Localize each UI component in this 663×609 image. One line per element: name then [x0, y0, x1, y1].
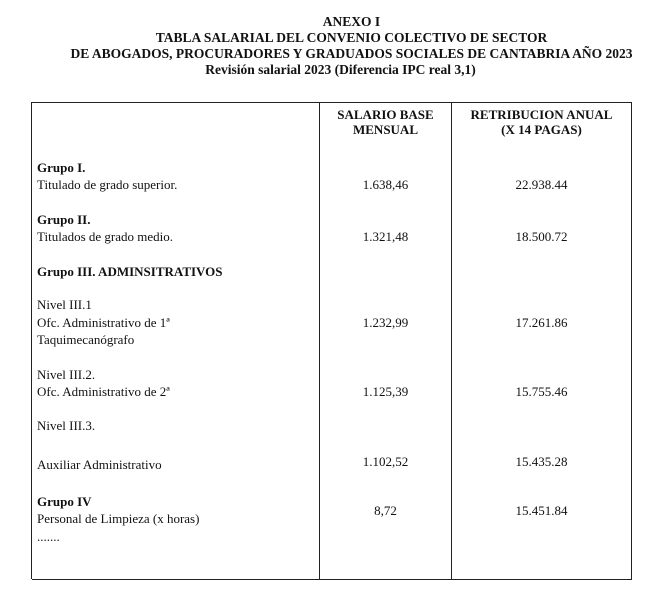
group-1-anual: 22.938.44 [515, 177, 568, 192]
group-2-description: Titulados de grado medio. [37, 229, 174, 244]
annex-title: ANEXO I [322, 14, 381, 29]
continuation-ellipsis: ....... [37, 529, 60, 544]
level-3-1-salario: 1.232,99 [362, 315, 409, 330]
table-bottom-border [32, 579, 632, 580]
table-title-line1: TABLA SALARIAL DEL CONVENIO COLECTIVO DE SECTOR [155, 30, 548, 45]
auxiliar-description: Auxiliar Administrativo [37, 457, 162, 472]
level-3-2-salario: 1.125,39 [362, 384, 409, 399]
level-3-2-description: Ofc. Administrativo de 2ª [37, 384, 170, 399]
group-4-salario: 8,72 [374, 503, 397, 518]
group-1-salario: 1.638,46 [362, 177, 409, 192]
level-3-3-title: Nivel III.3. [37, 418, 96, 433]
level-3-1-anual: 17.261.86 [515, 315, 568, 330]
group-1-title: Grupo I. [37, 160, 86, 175]
group-2-title: Grupo II. [37, 212, 91, 227]
column-header-retribucion: RETRIBUCION ANUAL (X 14 PAGAS) [470, 107, 613, 137]
group-3-title: Grupo III. ADMINSITRATIVOS [37, 264, 223, 279]
level-3-2-anual: 15.755.46 [515, 384, 568, 399]
level-3-1-title: Nivel III.1 [37, 297, 92, 312]
group-4-title: Grupo IV [37, 494, 92, 509]
level-3-2-title: Nivel III.2. [37, 367, 96, 382]
level-3-1-description-2: Taquimecanógrafo [37, 332, 135, 347]
group-2-salario: 1.321,48 [362, 229, 409, 244]
document-header [0, 14, 663, 78]
group-2-anual: 18.500.72 [515, 229, 568, 244]
group-1-description: Titulado de grado superior. [37, 177, 178, 192]
revision-subtitle: Revisión salarial 2023 (Diferencia IPC real 3,1) [205, 62, 476, 77]
table-title-line2: DE ABOGADOS, PROCURADORES Y GRADUADOS SOCIALES DE CANTABRIA AÑO 2023 [70, 46, 633, 61]
auxiliar-salario: 1.102,52 [362, 454, 409, 469]
group-4-anual: 15.451.84 [515, 503, 568, 518]
auxiliar-anual: 15.435.28 [515, 454, 568, 469]
level-3-1-description: Ofc. Administrativo de 1ª [37, 315, 170, 330]
salary-table [31, 102, 632, 579]
column-header-salario: SALARIO BASE MENSUAL [337, 107, 434, 137]
group-4-description: Personal de Limpieza (x horas) [37, 511, 200, 526]
